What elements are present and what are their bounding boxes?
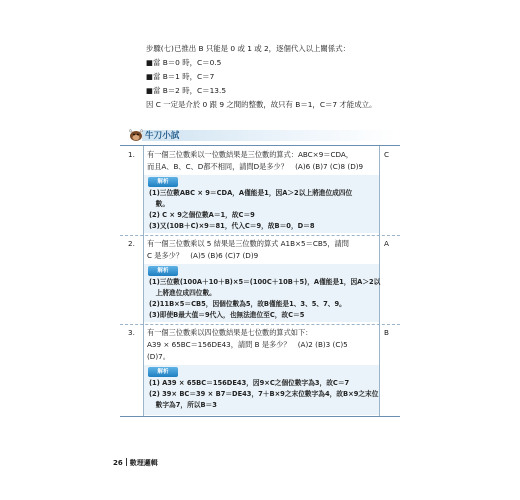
question-line: 有一個三位數乘以 5 結果是三位數的算式 A1B×5＝CB5，請問 (147, 239, 349, 248)
question-line: A39 × 65BC＝156DE43，請問 B 是多少？ (A)2 (B)3 (C)5 (147, 340, 348, 349)
footer-divider (126, 458, 127, 466)
intro-line: 步驟(七)已推出 B 只能是 0 或 1 或 2，逐個代入以上關係式： (146, 44, 350, 53)
page-footer (113, 458, 158, 468)
section-header (128, 128, 396, 142)
solution-button[interactable]: 解析 (148, 266, 178, 276)
solution-box (144, 175, 379, 233)
question-number: 1. (128, 150, 135, 159)
solution-lines (149, 188, 352, 232)
solution-line: (1) A39 × 65BC＝156DE43，因9×C之個位數字為3，故C＝7 (149, 379, 350, 387)
intro-line: ■當 B＝0 時，C＝0.5 (146, 58, 222, 67)
solution-lines (149, 378, 378, 411)
solution-line: (1)三位數ABC × 9＝CDA，A僅能是1，因A＞2以上將進位成四位 (149, 189, 353, 197)
intro-line: 因 C 一定是介於 0 跟 9 之間的整數，故只有 B＝1，C＝7 才能成立。 (146, 100, 377, 109)
question-line: 而且A、B、C、D都不相同，請問D是多少？ (A)6 (B)7 (C)8 (D)9 (147, 162, 364, 171)
solution-line: 上將進位成四位數。 (149, 289, 216, 297)
question-text (147, 149, 379, 173)
intro-line: ■當 B＝2 時，C＝13.5 (146, 86, 227, 95)
question-number: 2. (128, 239, 135, 248)
question-line: (D)7。 (147, 352, 170, 361)
solution-button[interactable]: 解析 (148, 177, 178, 187)
solution-lines (149, 277, 380, 321)
ox-icon (128, 128, 144, 142)
row-separator (120, 235, 400, 236)
section-header-bar (142, 130, 396, 141)
question-text (147, 327, 379, 363)
solution-line: (2) C × 9之個位數A＝1，故C＝9 (149, 211, 255, 219)
question-answer: B (384, 328, 389, 337)
intro-line: ■當 B＝1 時，C＝7 (146, 72, 215, 81)
intro-text (146, 42, 446, 112)
section-title: 牛刀小試 (145, 131, 180, 141)
solution-line: 數字為7，所以B＝3 (149, 401, 217, 409)
question-text (147, 238, 379, 262)
solution-line: (2)11B×5＝CB5，因個位數為5，故B僅能是1、3、5、7、9。 (149, 300, 346, 308)
question-line: 有一個三位數乘以四位數結果是七位數的算式如下： (147, 328, 313, 337)
solution-button[interactable]: 解析 (148, 367, 178, 377)
solution-line: 數。 (149, 200, 170, 208)
solution-box (144, 365, 379, 415)
question-line: C 是多少？ (A)5 (B)6 (C)7 (D)9 (147, 251, 259, 260)
row-separator (120, 324, 400, 325)
solution-line: (1)三位數(100A＋10＋B)×5＝(100C＋10B＋5)，A僅能是1，因A＞2以 (149, 278, 381, 286)
page-number: 26 (113, 459, 123, 467)
practice-table (120, 145, 400, 417)
book-title: 數理邏輯 (129, 459, 158, 467)
solution-line: (3)即使B最大值＝9代入，也無法進位至C，故C＝5 (149, 311, 305, 319)
solution-box (144, 264, 379, 322)
solution-line: (3)又(10B＋C)×9＝81，代入C＝9，故B＝0，D＝8 (149, 222, 315, 230)
question-answer: A (384, 239, 389, 248)
solution-line: (2) 39× BC＝39 × B7＝DE43，7＋B×9之末位數字為4，故B×9之末位 (149, 390, 379, 398)
question-line: 有一個三位數乘以一位數結果是三位數的算式：ABC×9＝CDA， (147, 150, 353, 159)
question-number: 3. (128, 328, 135, 337)
question-answer: C (384, 150, 390, 159)
